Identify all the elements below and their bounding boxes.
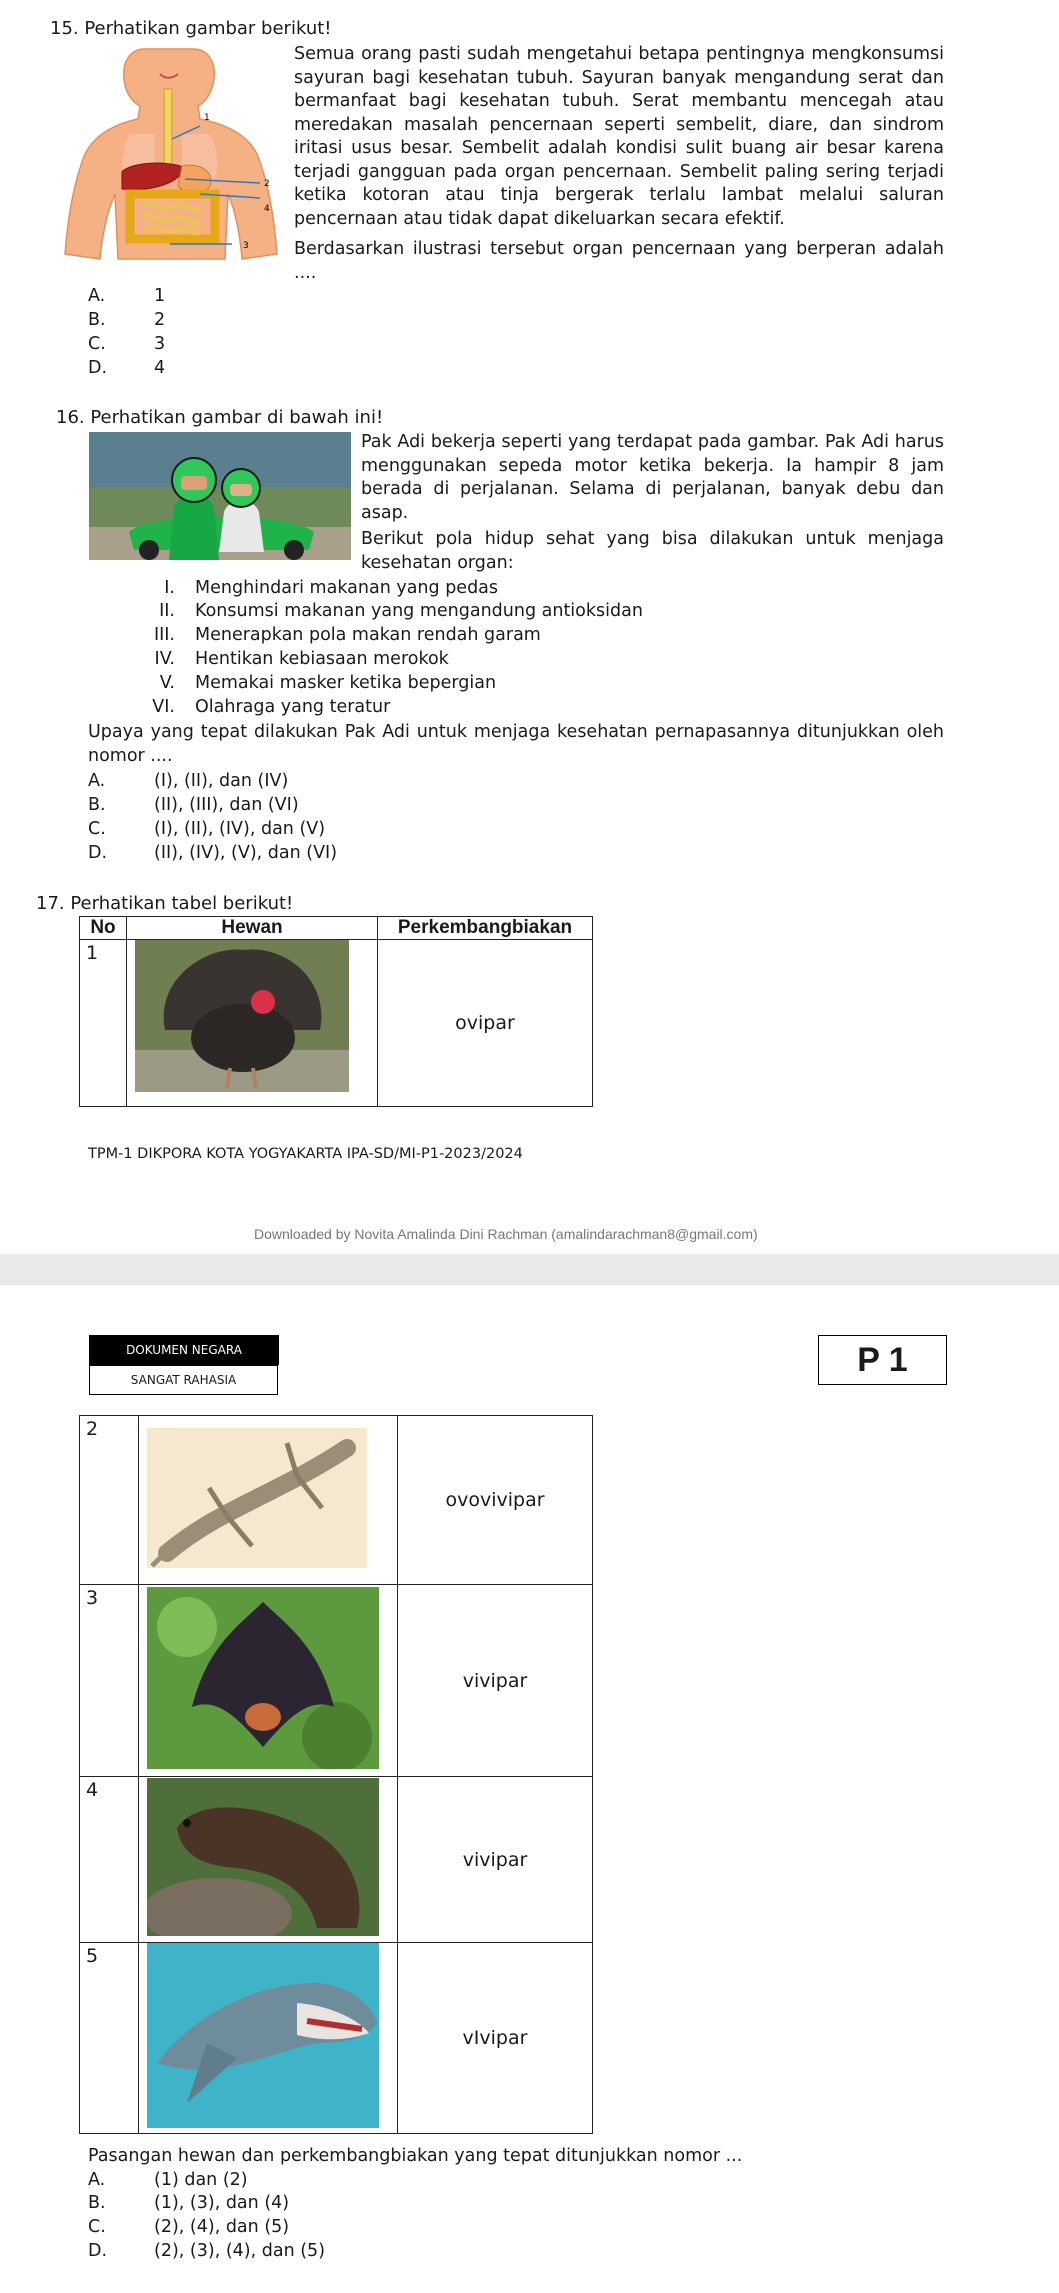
row-no: 3 bbox=[80, 1585, 139, 1777]
q17-title: 17. Perhatikan tabel berikut! bbox=[36, 893, 294, 914]
q16-item-6: VI. Olahraga yang teratur bbox=[152, 697, 391, 717]
packet-code: P 1 bbox=[818, 1335, 947, 1385]
figure-label-1: 1 bbox=[204, 113, 210, 123]
q15-paragraph: Semua orang pasti sudah mengetahui betapa pentingnya mengkonsumsi sayuran bagi kesehatan tubuh. Sayuran banyak mengandung serat dan bermanfaat bagi kesehatan tubuh. Serat membantu mencegah atau meredakan masalah pencernaan seperti sembelit, diare, dan sindrom iritasi usus besar. Sembelit adalah kondisi sulit buang air besar karena terjadi gangguan pada organ pencernaan. Sembelit paling sering terjadi ketika kotoran atau tinja bergerak terlalu lambat melalui saluran pencernaan atau tidak dapat dikeluarkan secara efektif. bbox=[294, 44, 944, 229]
q17-option-b[interactable]: B. (1), (3), dan (4) bbox=[88, 2193, 290, 2213]
q16-option-a[interactable]: A. (I), (II), dan (IV) bbox=[88, 771, 289, 791]
figure-label-3: 3 bbox=[243, 241, 249, 251]
q17-option-d[interactable]: D. (2), (3), (4), dan (5) bbox=[88, 2241, 326, 2261]
otter-image bbox=[147, 1778, 379, 1936]
header-hewan: Hewan bbox=[127, 917, 378, 940]
row-reproduction: ovipar bbox=[378, 940, 593, 1107]
footer-code: TPM-1 DIKPORA KOTA YOGYAKARTA IPA-SD/MI-P1-2023/2024 bbox=[88, 1146, 523, 1162]
q16-item-2: II. Konsumsi makanan yang mengandung antioksidan bbox=[159, 601, 643, 621]
row-reproduction: vivipar bbox=[398, 1777, 593, 1943]
q16-title: 16. Perhatikan gambar di bawah ini! bbox=[56, 407, 384, 428]
table-row bbox=[80, 1585, 593, 1777]
q15-option-b[interactable]: B. 2 bbox=[88, 310, 166, 330]
q16-intro: Berikut pola hidup sehat yang bisa dilakukan untuk menjaga kesehatan organ: bbox=[361, 529, 944, 573]
q16-question: Upaya yang tepat dilakukan Pak Adi untuk menjaga kesehatan pernapasannya ditunjukkan oleh nomor .... bbox=[88, 722, 944, 766]
q16-item-4: IV. Hentikan kebiasaan merokok bbox=[154, 649, 449, 669]
figure-label-2: 2 bbox=[264, 179, 270, 189]
q16-item-1: I. Menghindari makanan yang pedas bbox=[164, 578, 499, 598]
stamp-sangat-rahasia: SANGAT RAHASIA bbox=[89, 1365, 278, 1395]
q17-option-a[interactable]: A. (1) dan (2) bbox=[88, 2170, 248, 2190]
figure-label-4: 4 bbox=[264, 204, 270, 214]
q17-table-part1 bbox=[79, 916, 593, 1107]
q15-option-d[interactable]: D. 4 bbox=[88, 358, 166, 378]
bat-image bbox=[147, 1587, 379, 1769]
q16-option-b[interactable]: B. (II), (III), dan (VI) bbox=[88, 795, 299, 815]
header-perkembangbiakan: Perkembangbiakan bbox=[378, 917, 593, 940]
row-reproduction: vivipar bbox=[398, 1585, 593, 1777]
q16-option-d[interactable]: D. (II), (IV), (V), dan (VI) bbox=[88, 843, 338, 863]
q17-option-c[interactable]: C. (2), (4), dan (5) bbox=[88, 2217, 290, 2237]
table-row bbox=[80, 940, 593, 1107]
q15-question: Berdasarkan ilustrasi tersebut organ pencernaan yang berperan adalah .... bbox=[294, 239, 944, 283]
row-no: 4 bbox=[80, 1777, 139, 1943]
ojek-driver-photo bbox=[89, 432, 351, 560]
shark-image bbox=[147, 1943, 379, 2128]
stamp-dokumen-negara: DOKUMEN NEGARA bbox=[89, 1335, 279, 1365]
table-row bbox=[80, 1416, 593, 1585]
row-no: 2 bbox=[80, 1416, 139, 1585]
q16-option-c[interactable]: C. (I), (II), (IV), dan (V) bbox=[88, 819, 326, 839]
q16-paragraph: Pak Adi bekerja seperti yang terdapat pada gambar. Pak Adi harus menggunakan sepeda motor ketika bekerja. Ia hampir 8 jam berada di perjalanan. Selama di perjalanan, banyak debu dan asap. bbox=[361, 432, 944, 523]
row-no: 5 bbox=[80, 1943, 139, 2134]
q16-item-3: III. Menerapkan pola makan rendah garam bbox=[153, 625, 541, 645]
header-no: No bbox=[80, 917, 127, 940]
turkey-image bbox=[135, 940, 349, 1092]
q16-item-5: V. Memakai masker ketika bepergian bbox=[159, 673, 497, 693]
q17-question: Pasangan hewan dan perkembangbiakan yang tepat ditunjukkan nomor ... bbox=[88, 2146, 743, 2166]
table-row bbox=[80, 1943, 593, 2134]
gecko-image bbox=[147, 1428, 367, 1568]
table-row bbox=[80, 1777, 593, 1943]
q15-option-a[interactable]: A. 1 bbox=[88, 286, 166, 306]
page-2 bbox=[0, 1285, 1059, 2293]
row-no: 1 bbox=[80, 940, 127, 1107]
digestive-system-illustration bbox=[60, 44, 285, 269]
q15-title: 15. Perhatikan gambar berikut! bbox=[50, 18, 332, 39]
row-reproduction: vIvipar bbox=[398, 1943, 593, 2134]
row-reproduction: ovovivipar bbox=[398, 1416, 593, 1585]
q17-table-part2 bbox=[79, 1415, 593, 2134]
download-note: Downloaded by Novita Amalinda Dini Rachman (amalindarachman8@gmail.com) bbox=[254, 1226, 758, 1242]
q15-option-c[interactable]: C. 3 bbox=[88, 334, 166, 354]
